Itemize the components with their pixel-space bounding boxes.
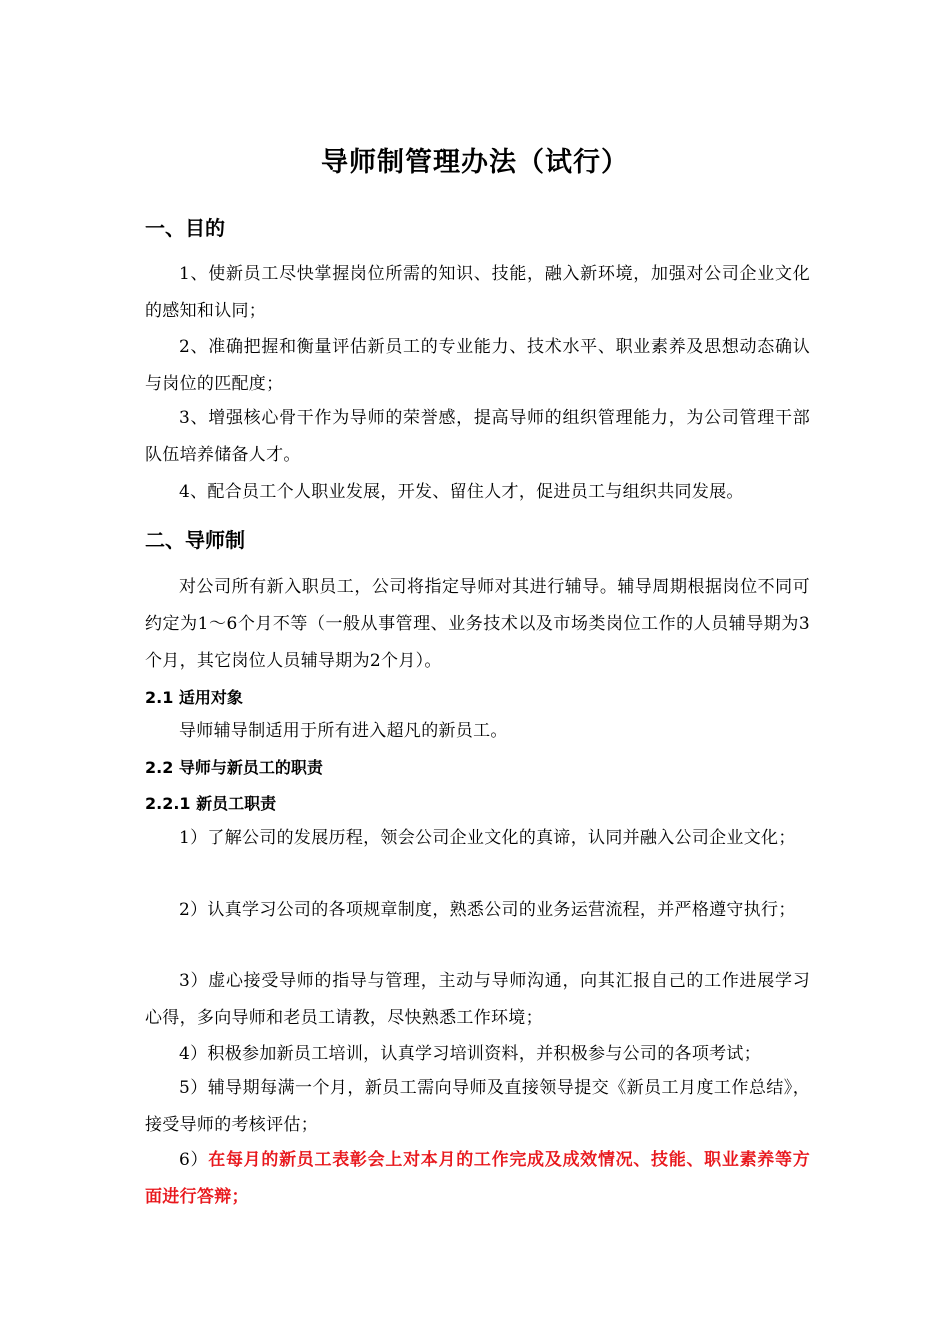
mentorship-intro: 对公司所有新入职员工，公司将指定导师对其进行辅导。辅导周期根据岗位不同可约定为1～6个月不等（一般从事管理、业务技术以及市场类岗位工作的人员辅导期为3个月，其它岗位人员辅导期为2个月）。	[145, 577, 810, 671]
duty-item-6-prefix: 6）	[179, 1150, 209, 1170]
purpose-item-1: 1、使新员工尽快掌握岗位所需的知识、技能，融入新环境，加强对公司企业文化的感知和认同；	[145, 264, 810, 321]
section-heading-mentorship: 二、导师制	[145, 528, 245, 552]
duty-item-2: 2）认真学习公司的各项规章制度，熟悉公司的业务运营流程，并严格遵守执行；	[179, 900, 796, 920]
purpose-item-2: 2、准确把握和衡量评估新员工的专业能力、技术水平、职业素养及思想动态确认与岗位的匹配度；	[145, 337, 810, 394]
subsection-heading-scope: 2.1 适用对象	[145, 688, 243, 707]
duty-item-6	[145, 1142, 810, 1216]
duty-item-4: 4）积极参加新员工培训，认真学习培训资料，并积极参与公司的各项考试；	[179, 1044, 762, 1064]
duty-item-1: 1）了解公司的发展历程，领会公司企业文化的真谛，认同并融入公司企业文化；	[179, 828, 796, 848]
duty-item-5: 5）辅导期每满一个月，新员工需向导师及直接领导提交《新员工月度工作总结》，接受导师的考核评估；	[145, 1078, 810, 1135]
subsection-heading-duties: 2.2 导师与新员工的职责	[145, 758, 323, 777]
duty-item-3: 3）虚心接受导师的指导与管理，主动与导师沟通，向其汇报自己的工作进展学习心得，多向导师和老员工请教，尽快熟悉工作环境；	[145, 971, 810, 1028]
purpose-item-4: 4、配合员工个人职业发展，开发、留住人才，促进员工与组织共同发展。	[179, 482, 744, 502]
section-heading-purpose: 一、目的	[145, 216, 225, 240]
scope-text: 导师辅导制适用于所有进入超凡的新员工。	[179, 721, 508, 741]
document-title: 导师制管理办法（试行）	[321, 147, 629, 178]
duty-item-6-highlight: 在每月的新员工表彰会上对本月的工作完成及成效情况、技能、职业素养等方面进行答辩；	[145, 1150, 811, 1207]
purpose-item-3: 3、增强核心骨干作为导师的荣誉感，提高导师的组织管理能力，为公司管理干部队伍培养储备人才。	[145, 408, 810, 465]
subsection-heading-new-employee-duties: 2.2.1 新员工职责	[145, 794, 277, 813]
